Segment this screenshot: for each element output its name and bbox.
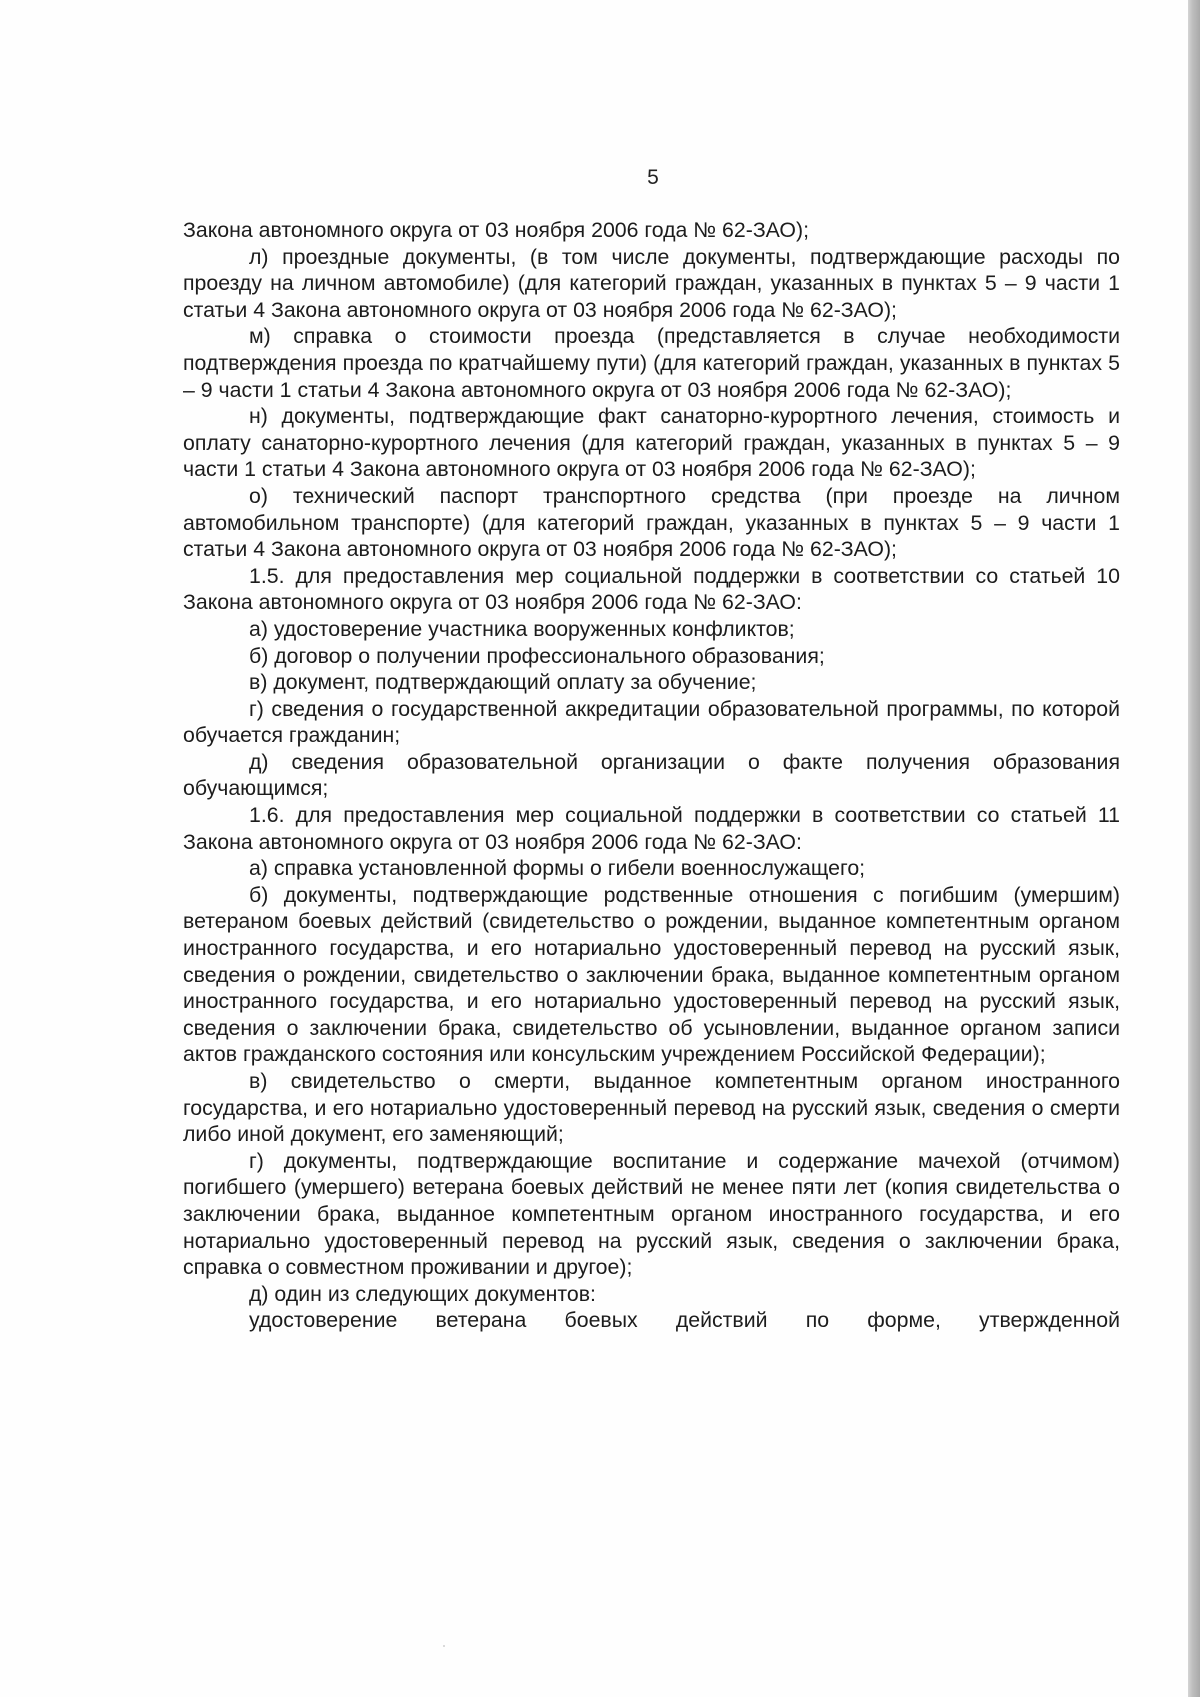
paragraph: а) справка установленной формы о гибели военнослужащего; <box>249 856 866 881</box>
paragraph: л) проездные документы, (в том числе документы, подтверждающие расходы по проезду на личном автомобиле) (для категорий граждан, указанных в пунктах 5 – 9 части 1 статьи 4 Закона автономного округа от 03 ноября 2006 года № 62-ЗАО); <box>183 244 1120 322</box>
paragraph: д) сведения образовательной организации о факте получения образования обучающимся; <box>183 749 1120 801</box>
paragraph: в) документ, подтверждающий оплату за обучение; <box>249 670 757 695</box>
paragraph: б) документы, подтверждающие родственные отношения с погибшим (умершим) ветераном боевых действий (свидетельство о рождении, выданное компетентным органом иностранного государства, и его нотариально удостоверенный перевод на русский язык, сведения о рождении, свидетельство о заключении брака, выданное компетентным органом иностранного государства, и его нотариально удостоверенный перевод на русский язык, сведения о заключении брака, свидетельство об усыновлении, выданное органом записи актов гражданского состояния или консульским учреждением Российской Федерации); <box>183 882 1120 1067</box>
paragraph: Закона автономного округа от 03 ноября 2006 года № 62-ЗАО); <box>183 218 809 242</box>
paragraph: 1.5. для предоставления мер социальной поддержки в соответствии со статьей 10 Закона автономного округа от 03 ноября 2006 года № 62-ЗАО: <box>183 563 1120 615</box>
paragraph: удостоверение ветерана боевых действий по форме, утвержденной <box>249 1308 1120 1333</box>
paragraph: г) сведения о государственной аккредитации образовательной программы, по которой обучается гражданин; <box>183 696 1120 748</box>
page-edge-shadow <box>1188 0 1200 1697</box>
paragraph: д) один из следующих документов: <box>249 1281 596 1306</box>
document-body <box>183 217 1120 1334</box>
paragraph: 1.6. для предоставления мер социальной поддержки в соответствии со статьей 11 Закона автономного округа от 03 ноября 2006 года № 62-ЗАО: <box>183 803 1120 854</box>
paragraph: н) документы, подтверждающие факт санаторно-курортного лечения, стоимость и оплату санаторно-курортного лечения (для категорий граждан, указанных в пунктах 5 – 9 части 1 статьи 4 Закона автономного округа от 03 ноября 2006 года № 62-ЗАО); <box>183 404 1120 482</box>
paragraph: м) справка о стоимости проезда (представляется в случае необходимости подтверждения проезда по кратчайшему пути) (для категорий граждан, указанных в пунктах 5 – 9 части 1 статьи 4 Закона автономного округа от 03 ноября 2006 года № 62-ЗАО); <box>183 324 1120 402</box>
paragraph: г) документы, подтверждающие воспитание и содержание мачехой (отчимом) погибшего (умершего) ветерана боевых действий не менее пяти лет (копия свидетельства о заключении брака, выданное компетентным органом иностранного государства, и его нотариально удостоверенный перевод на русский язык, сведения о заключении брака, справка о совместном проживании и другое); <box>183 1148 1120 1280</box>
page-number: 5 <box>647 166 659 189</box>
paragraph: б) договор о получении профессионального образования; <box>249 643 825 668</box>
paragraph: а) удостоверение участника вооруженных конфликтов; <box>249 616 795 641</box>
paragraph: в) свидетельство о смерти, выданное компетентным органом иностранного государства, и его нотариально удостоверенный перевод на русский язык, сведения о смерти либо иной документ, его заменяющий; <box>183 1069 1120 1147</box>
scan-speck <box>443 1645 445 1647</box>
paragraph: о) технический паспорт транспортного средства (при проезде на личном автомобильном транспорте) (для категорий граждан, указанных в пунктах 5 – 9 части 1 статьи 4 Закона автономного округа от 03 ноября 2006 года № 62-ЗАО); <box>183 483 1120 562</box>
